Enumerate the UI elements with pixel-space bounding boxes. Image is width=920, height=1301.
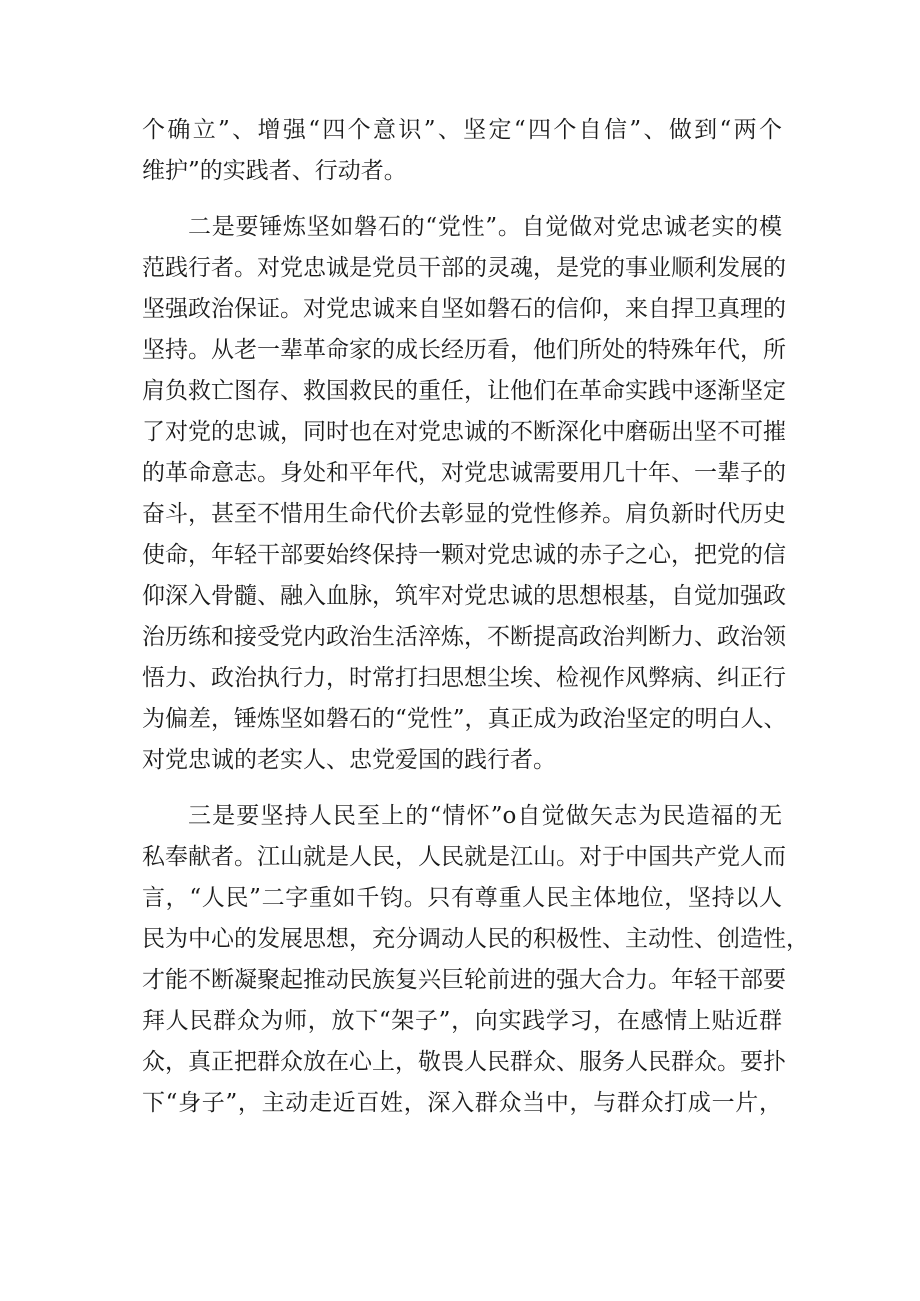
text-line: 使命，年轻干部要始终保持一颗对党忠诚的赤子之心，把党的信 xyxy=(142,542,786,568)
text-line: 维护”的实践者、行动者。 xyxy=(142,158,407,184)
paragraph-3 xyxy=(142,796,809,1124)
text-line: 三是要坚持人民至上的“情怀”o自觉做矢志为民造福的无 xyxy=(188,803,782,829)
text-line: 为偏差，锤炼坚如磐石的“党性”，真正成为政治坚定的明白人、 xyxy=(142,706,787,732)
text-line: 治历练和接受党内政治生活淬炼，不断提高政治判断力、政治领 xyxy=(142,624,786,650)
text-line: 才能不断凝聚起推动民族复兴巨轮前进的强大合力。年轻干部要 xyxy=(142,967,786,993)
text-line: 个确立”、增强“四个意识”、坚定“四个自信”、做到“两个 xyxy=(142,117,782,143)
text-line: 坚持。从老一辈革命家的成长经历看，他们所处的特殊年代，所 xyxy=(142,337,786,363)
text-line: 范践行者。对党忠诚是党员干部的灵魂，是党的事业顺利发展的 xyxy=(142,255,786,281)
text-line: 坚强政治保证。对党忠诚来自坚如磐石的信仰，来自捍卫真理的 xyxy=(142,296,786,322)
text-line: 悟力、政治执行力，时常打扫思想尘埃、检视作风弊病、纠正行 xyxy=(142,665,786,691)
paragraph-1 xyxy=(142,110,782,192)
paragraph-2 xyxy=(142,207,787,781)
text-line: 拜人民群众为师，放下“架子”，向实践学习，在感情上贴近群 xyxy=(142,1008,782,1034)
text-line: 对党忠诚的老实人、忠党爱国的践行者。 xyxy=(142,747,556,773)
text-line: 奋斗，甚至不惜用生命代价去彰显的党性修养。肩负新时代历史 xyxy=(142,501,786,527)
text-line: 言，“人民”二字重如千钧。只有尊重人民主体地位，坚持以人 xyxy=(142,885,782,911)
text-line: 仰深入骨髓、融入血脉，筑牢对党忠诚的思想根基，自觉加强政 xyxy=(142,583,786,609)
text-line: 二是要锤炼坚如磐石的“党性”。自觉做对党忠诚老实的模 xyxy=(188,214,782,240)
text-line: 民为中心的发展思想，充分调动人民的积极性、主动性、创造性， xyxy=(142,926,809,952)
text-line: 的革命意志。身处和平年代，对党忠诚需要用几十年、一辈子的 xyxy=(142,460,786,486)
text-line: 下“身子”，主动走近百姓，深入群众当中，与群众打成一片， xyxy=(142,1090,782,1116)
text-line: 众，真正把群众放在心上，敬畏人民群众、服务人民群众。要扑 xyxy=(142,1049,786,1075)
text-line: 肩负救亡图存、救国救民的重任，让他们在革命实践中逐渐坚定 xyxy=(142,378,786,404)
document-body xyxy=(142,110,809,1124)
text-line: 了对党的忠诚，同时也在对党忠诚的不断深化中磨砺出坚不可摧 xyxy=(142,419,786,445)
text-line: 私奉献者。江山就是人民，人民就是江山。对于中国共产党人而 xyxy=(142,844,786,870)
